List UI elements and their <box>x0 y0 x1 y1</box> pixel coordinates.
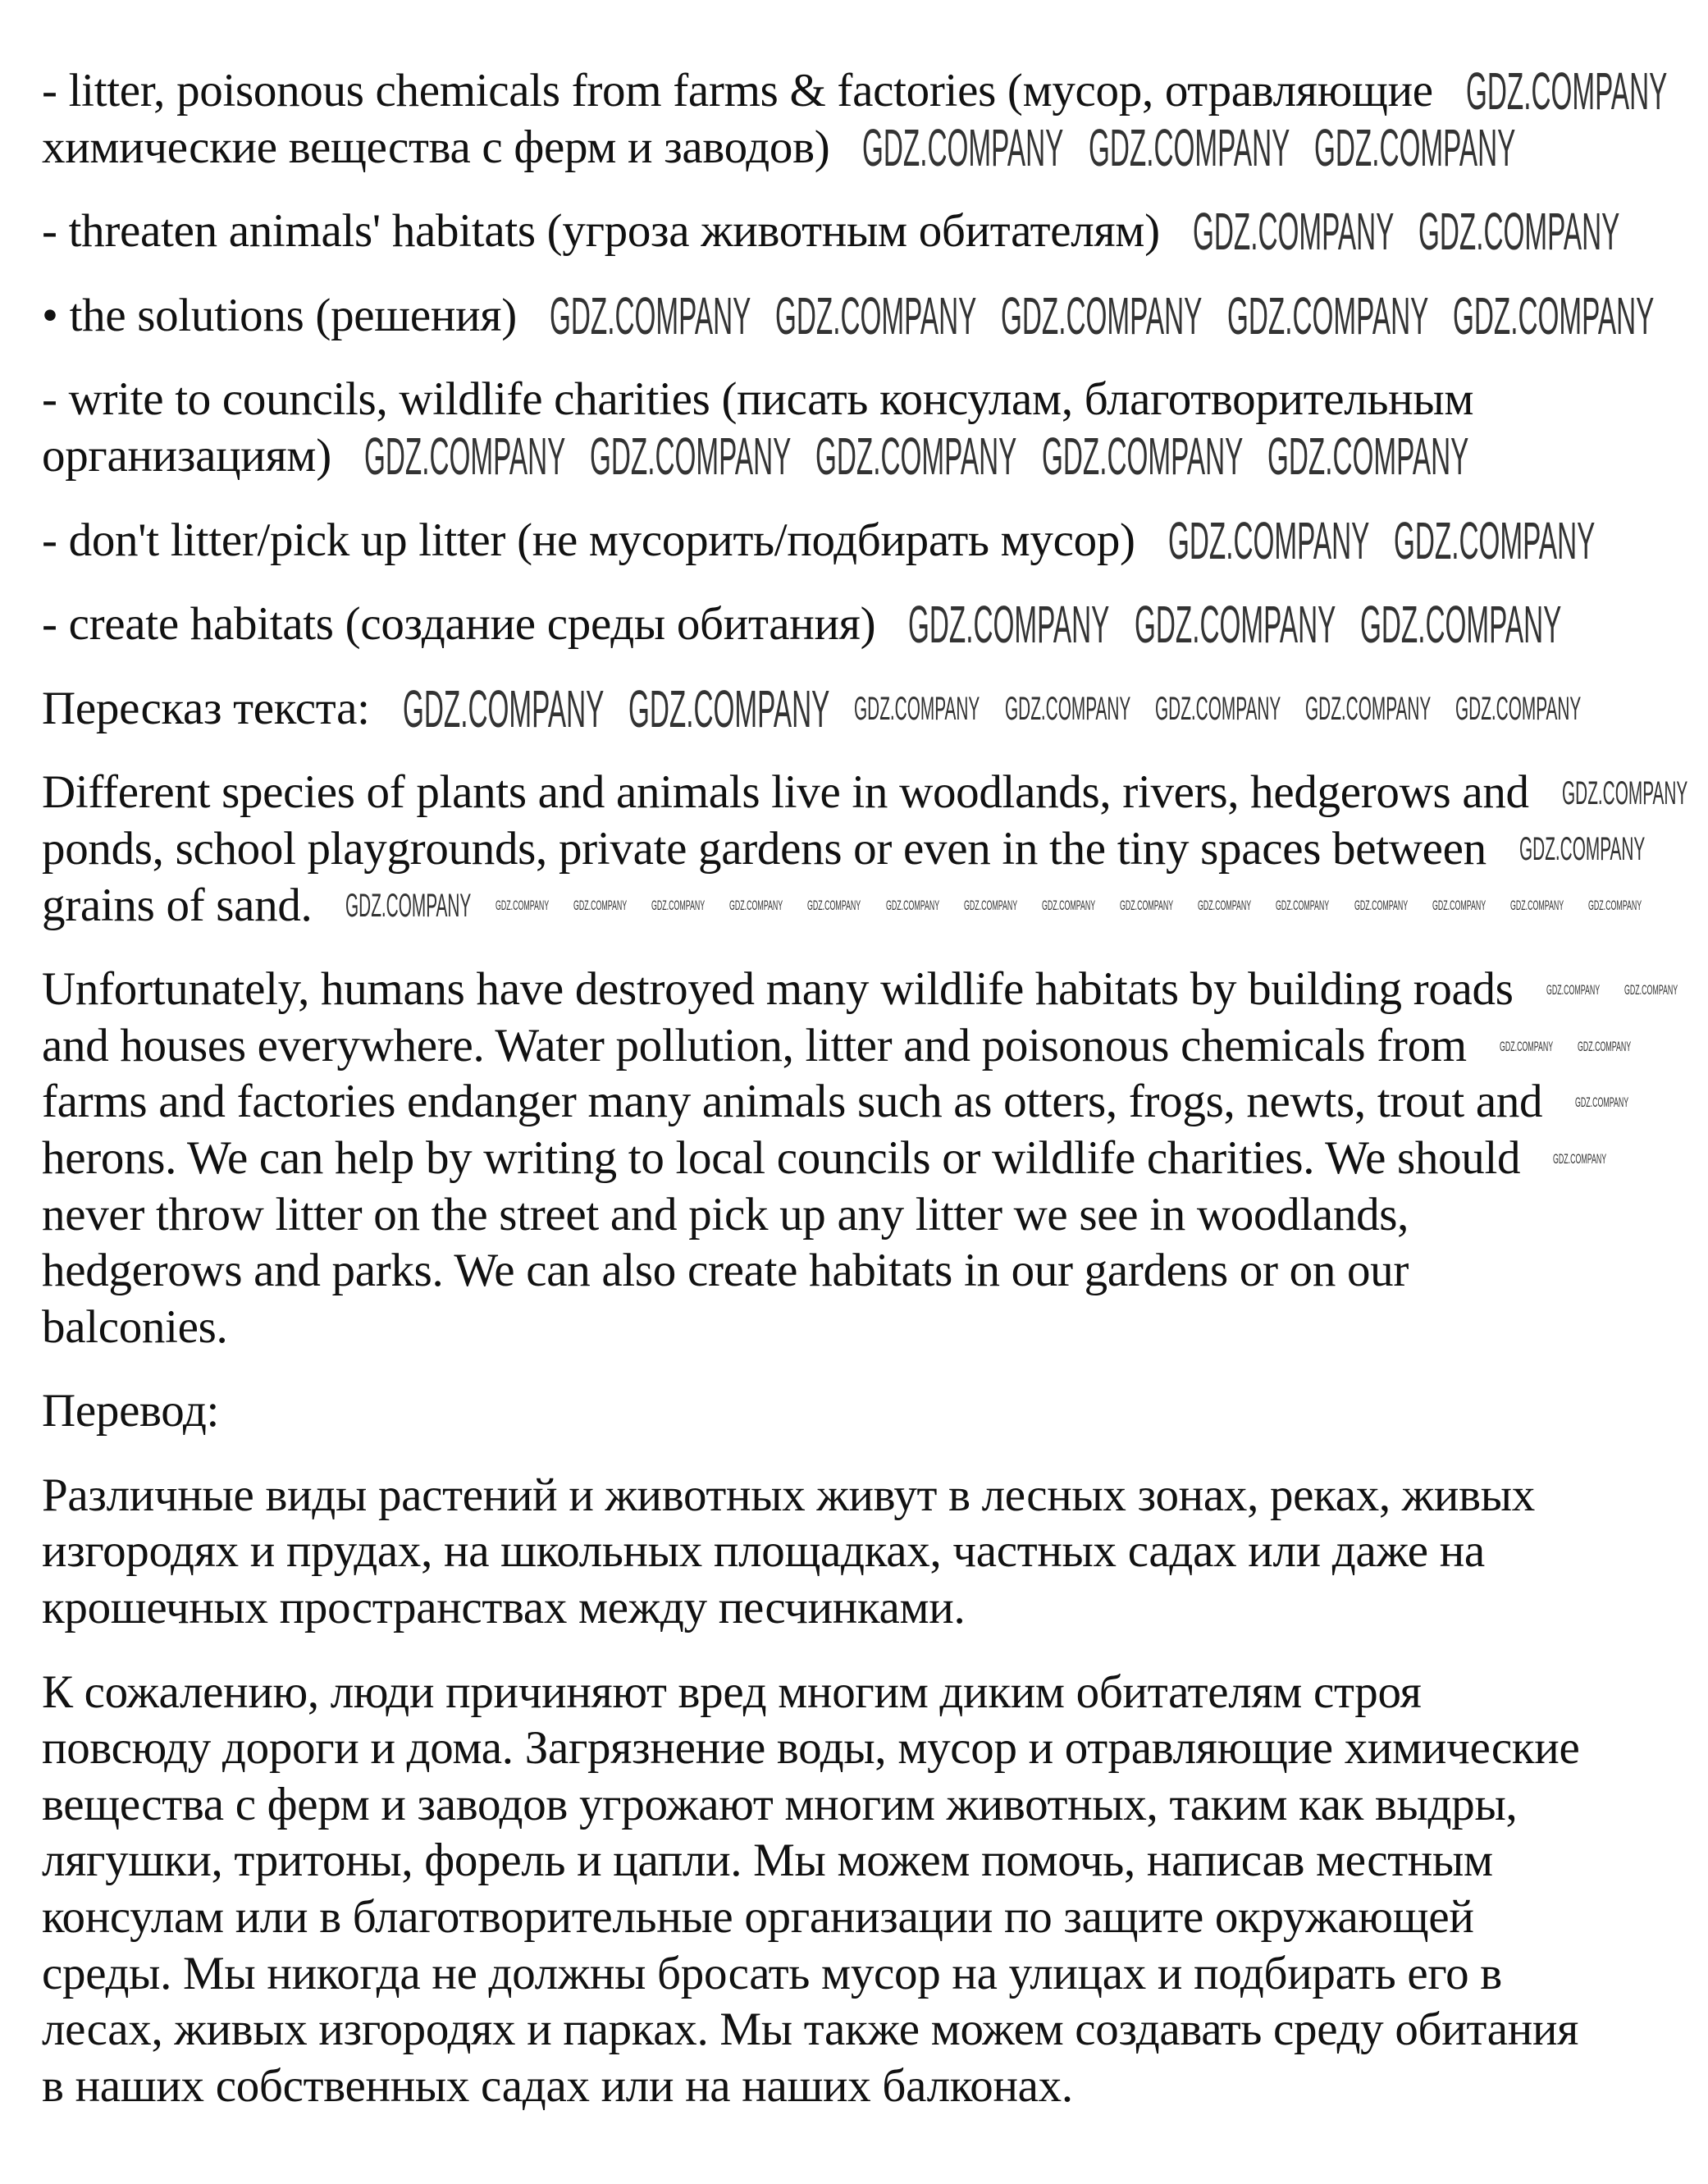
text-line-content: Different species of plants and animals live in woodlands, rivers, hedgerows and <box>42 766 1529 819</box>
watermark: GDZ.COMPANY <box>1561 774 1688 811</box>
watermark: GDZ.COMPANY <box>495 898 549 914</box>
watermark: GDZ.COMPANY <box>590 427 792 487</box>
text-line-content: - don't litter/pick up litter (не мусорить/подбирать мусор) <box>42 514 1135 566</box>
text-line-content: в наших собственных садах или на наших балконах. <box>42 2059 1073 2112</box>
text-line <box>42 1524 1683 1580</box>
watermark: GDZ.COMPANY <box>1624 981 1678 998</box>
text-line-content: • the solutions (решения) <box>42 289 517 341</box>
watermark: GDZ.COMPANY <box>1041 427 1244 487</box>
text-line <box>42 1300 1683 1356</box>
watermark: GDZ.COMPANY <box>1588 898 1642 914</box>
text-line <box>42 1243 1683 1300</box>
text-line-content: изгородях и прудах, на школьных площадках, частных садах или даже на <box>42 1525 1485 1578</box>
paragraph <box>42 962 1683 1355</box>
text-line-content: крошечных пространствах между песчинками. <box>42 1582 966 1634</box>
watermark: GDZ.COMPANY <box>1313 117 1516 177</box>
text-line-content: farms and factories endanger many animals such as otters, frogs, newts, trout and <box>42 1076 1543 1128</box>
text-line-content: вещества с ферм и заводов угрожают многим животных, таким как выдры, <box>42 1778 1518 1830</box>
text-line-content: ponds, school playgrounds, private gardens or even in the tiny spaces between <box>42 822 1487 875</box>
watermark: GDZ.COMPANY <box>1577 1038 1632 1054</box>
watermark: GDZ.COMPANY <box>1453 286 1655 346</box>
watermark: GDZ.COMPANY <box>775 286 977 346</box>
watermark: GDZ.COMPANY <box>1154 691 1281 728</box>
watermark: GDZ.COMPANY <box>862 117 1064 177</box>
watermark: GDZ.COMPANY <box>1226 286 1429 346</box>
paragraph <box>42 1383 1683 1440</box>
text-line-content: and houses everywhere. Water pollution, litter and poisonous chemicals from <box>42 1019 1467 1071</box>
watermark: GDZ.COMPANY <box>1553 1150 1607 1167</box>
text-line <box>42 510 1683 570</box>
text-line <box>42 1383 1683 1440</box>
text-line-content: balconies. <box>42 1300 228 1353</box>
watermark: GDZ.COMPANY <box>815 427 1017 487</box>
watermark: GDZ.COMPANY <box>1394 510 1596 570</box>
text-line <box>42 1665 1683 1721</box>
text-line <box>42 1777 1683 1834</box>
watermark: GDZ.COMPANY <box>1455 691 1582 728</box>
watermark: GDZ.COMPANY <box>1575 1094 1629 1111</box>
text-line <box>42 428 1683 485</box>
text-line <box>42 203 1683 260</box>
paragraph <box>42 765 1688 934</box>
text-line-content: Различные виды растений и животных живут в лесных зонах, реках, живых <box>42 1469 1535 1521</box>
watermark: GDZ.COMPANY <box>908 595 1110 655</box>
watermark: GDZ.COMPANY <box>1518 831 1646 868</box>
watermark: GDZ.COMPANY <box>1267 427 1469 487</box>
text-line-content: повсюду дороги и дома. Загрязнение воды, мусор и отравляющие химические <box>42 1722 1580 1775</box>
watermark: GDZ.COMPANY <box>885 898 939 914</box>
text-line <box>42 962 1683 1018</box>
paragraph <box>42 596 1683 653</box>
paragraph <box>42 681 1683 738</box>
watermark: GDZ.COMPANY <box>1192 202 1395 262</box>
watermark: GDZ.COMPANY <box>1004 691 1130 728</box>
watermark: GDZ.COMPANY <box>854 691 980 728</box>
paragraph <box>42 510 1683 570</box>
watermark: GDZ.COMPANY <box>1432 898 1486 914</box>
text-line <box>42 821 1683 878</box>
paragraph <box>42 288 1683 345</box>
watermark: GDZ.COMPANY <box>628 679 830 739</box>
text-line-content: hedgerows and parks. We can also create habitats in our gardens or on our <box>42 1245 1409 1297</box>
text-line <box>42 596 1683 653</box>
text-line-content: grains of sand. <box>42 879 313 931</box>
watermark: GDZ.COMPANY <box>1198 898 1252 914</box>
text-line-content: среды. Мы никогда не должны бросать мусор на улицах и подбирать его в <box>42 1947 1502 1999</box>
text-line <box>42 1018 1683 1075</box>
text-line-content: лесах, живых изгородях и парках. Мы также можем создавать среду обитания <box>42 2004 1579 2056</box>
watermark: GDZ.COMPANY <box>1305 691 1432 728</box>
text-line <box>42 1889 1683 1946</box>
watermark: GDZ.COMPANY <box>1465 62 1668 121</box>
paragraph <box>42 1665 1683 2115</box>
text-line <box>42 1131 1683 1187</box>
text-line-content: Пересказ текста: <box>42 682 370 734</box>
text-line-content: - write to councils, wildlife charities (писать консулам, благотворительным <box>42 373 1474 426</box>
text-line <box>42 1580 1683 1637</box>
watermark: GDZ.COMPANY <box>963 898 1017 914</box>
text-line-content: организациям) <box>42 429 331 482</box>
text-line-content: К сожалению, люди причиняют вред многим диким обитателям строя <box>42 1665 1422 1718</box>
watermark: GDZ.COMPANY <box>1276 898 1330 914</box>
text-line <box>42 117 1683 177</box>
watermark: GDZ.COMPANY <box>1120 898 1174 914</box>
watermark: GDZ.COMPANY <box>573 898 628 914</box>
watermark: GDZ.COMPANY <box>1509 898 1564 914</box>
text-line <box>42 1187 1683 1244</box>
text-line <box>42 878 1683 934</box>
text-line <box>42 1720 1683 1777</box>
text-line <box>42 1833 1683 1889</box>
text-line-content: лягушки, тритоны, форель и цапли. Мы можем помочь, написав местным <box>42 1834 1493 1887</box>
watermark: GDZ.COMPANY <box>1546 981 1600 998</box>
watermark: GDZ.COMPANY <box>807 898 861 914</box>
text-line <box>42 372 1683 428</box>
text-line <box>42 681 1683 738</box>
paragraph <box>42 372 1683 487</box>
watermark: GDZ.COMPANY <box>1041 898 1096 914</box>
watermark: GDZ.COMPANY <box>1418 202 1620 262</box>
paragraph <box>42 63 1683 176</box>
text-line-content: never throw litter on the street and pick up any litter we see in woodlands, <box>42 1188 1409 1240</box>
watermark: GDZ.COMPANY <box>402 679 604 739</box>
document-body <box>42 62 1688 2142</box>
text-line <box>42 288 1683 345</box>
paragraph <box>42 203 1683 260</box>
text-line-content: Перевод: <box>42 1385 220 1437</box>
watermark: GDZ.COMPANY <box>729 898 783 914</box>
watermark: GDZ.COMPANY <box>1001 286 1203 346</box>
text-line-content: - litter, poisonous chemicals from farms & factories (мусор, отравляющие <box>42 65 1433 117</box>
watermark: GDZ.COMPANY <box>345 887 471 924</box>
watermark: GDZ.COMPANY <box>1088 117 1290 177</box>
text-line <box>42 2002 1683 2058</box>
watermark: GDZ.COMPANY <box>549 286 751 346</box>
watermark: GDZ.COMPANY <box>651 898 706 914</box>
watermark: GDZ.COMPANY <box>1167 510 1370 570</box>
text-line <box>42 1074 1683 1131</box>
text-line-content: - create habitats (создание среды обитания) <box>42 598 876 651</box>
watermark: GDZ.COMPANY <box>1359 595 1562 655</box>
text-line <box>42 2058 1683 2115</box>
watermark: GDZ.COMPANY <box>1354 898 1408 914</box>
text-line <box>42 63 1683 120</box>
watermark: GDZ.COMPANY <box>1134 595 1336 655</box>
watermark: GDZ.COMPANY <box>363 427 566 487</box>
text-line <box>42 1468 1683 1524</box>
paragraph <box>42 1468 1683 1637</box>
text-line-content: консулам или в благотворительные организации по защите окружающей <box>42 1891 1474 1944</box>
watermark: GDZ.COMPANY <box>1499 1038 1553 1054</box>
text-line-content: - threaten animals' habitats (угроза животным обитателям) <box>42 205 1160 258</box>
text-line <box>42 1946 1683 2003</box>
text-line-content: химические вещества с ферм и заводов) <box>42 121 830 173</box>
text-line-content: herons. We can help by writing to local councils or wildlife charities. We should <box>42 1131 1521 1184</box>
text-line <box>42 765 1688 821</box>
text-line-content: Unfortunately, humans have destroyed many wildlife habitats by building roads <box>42 963 1514 1016</box>
